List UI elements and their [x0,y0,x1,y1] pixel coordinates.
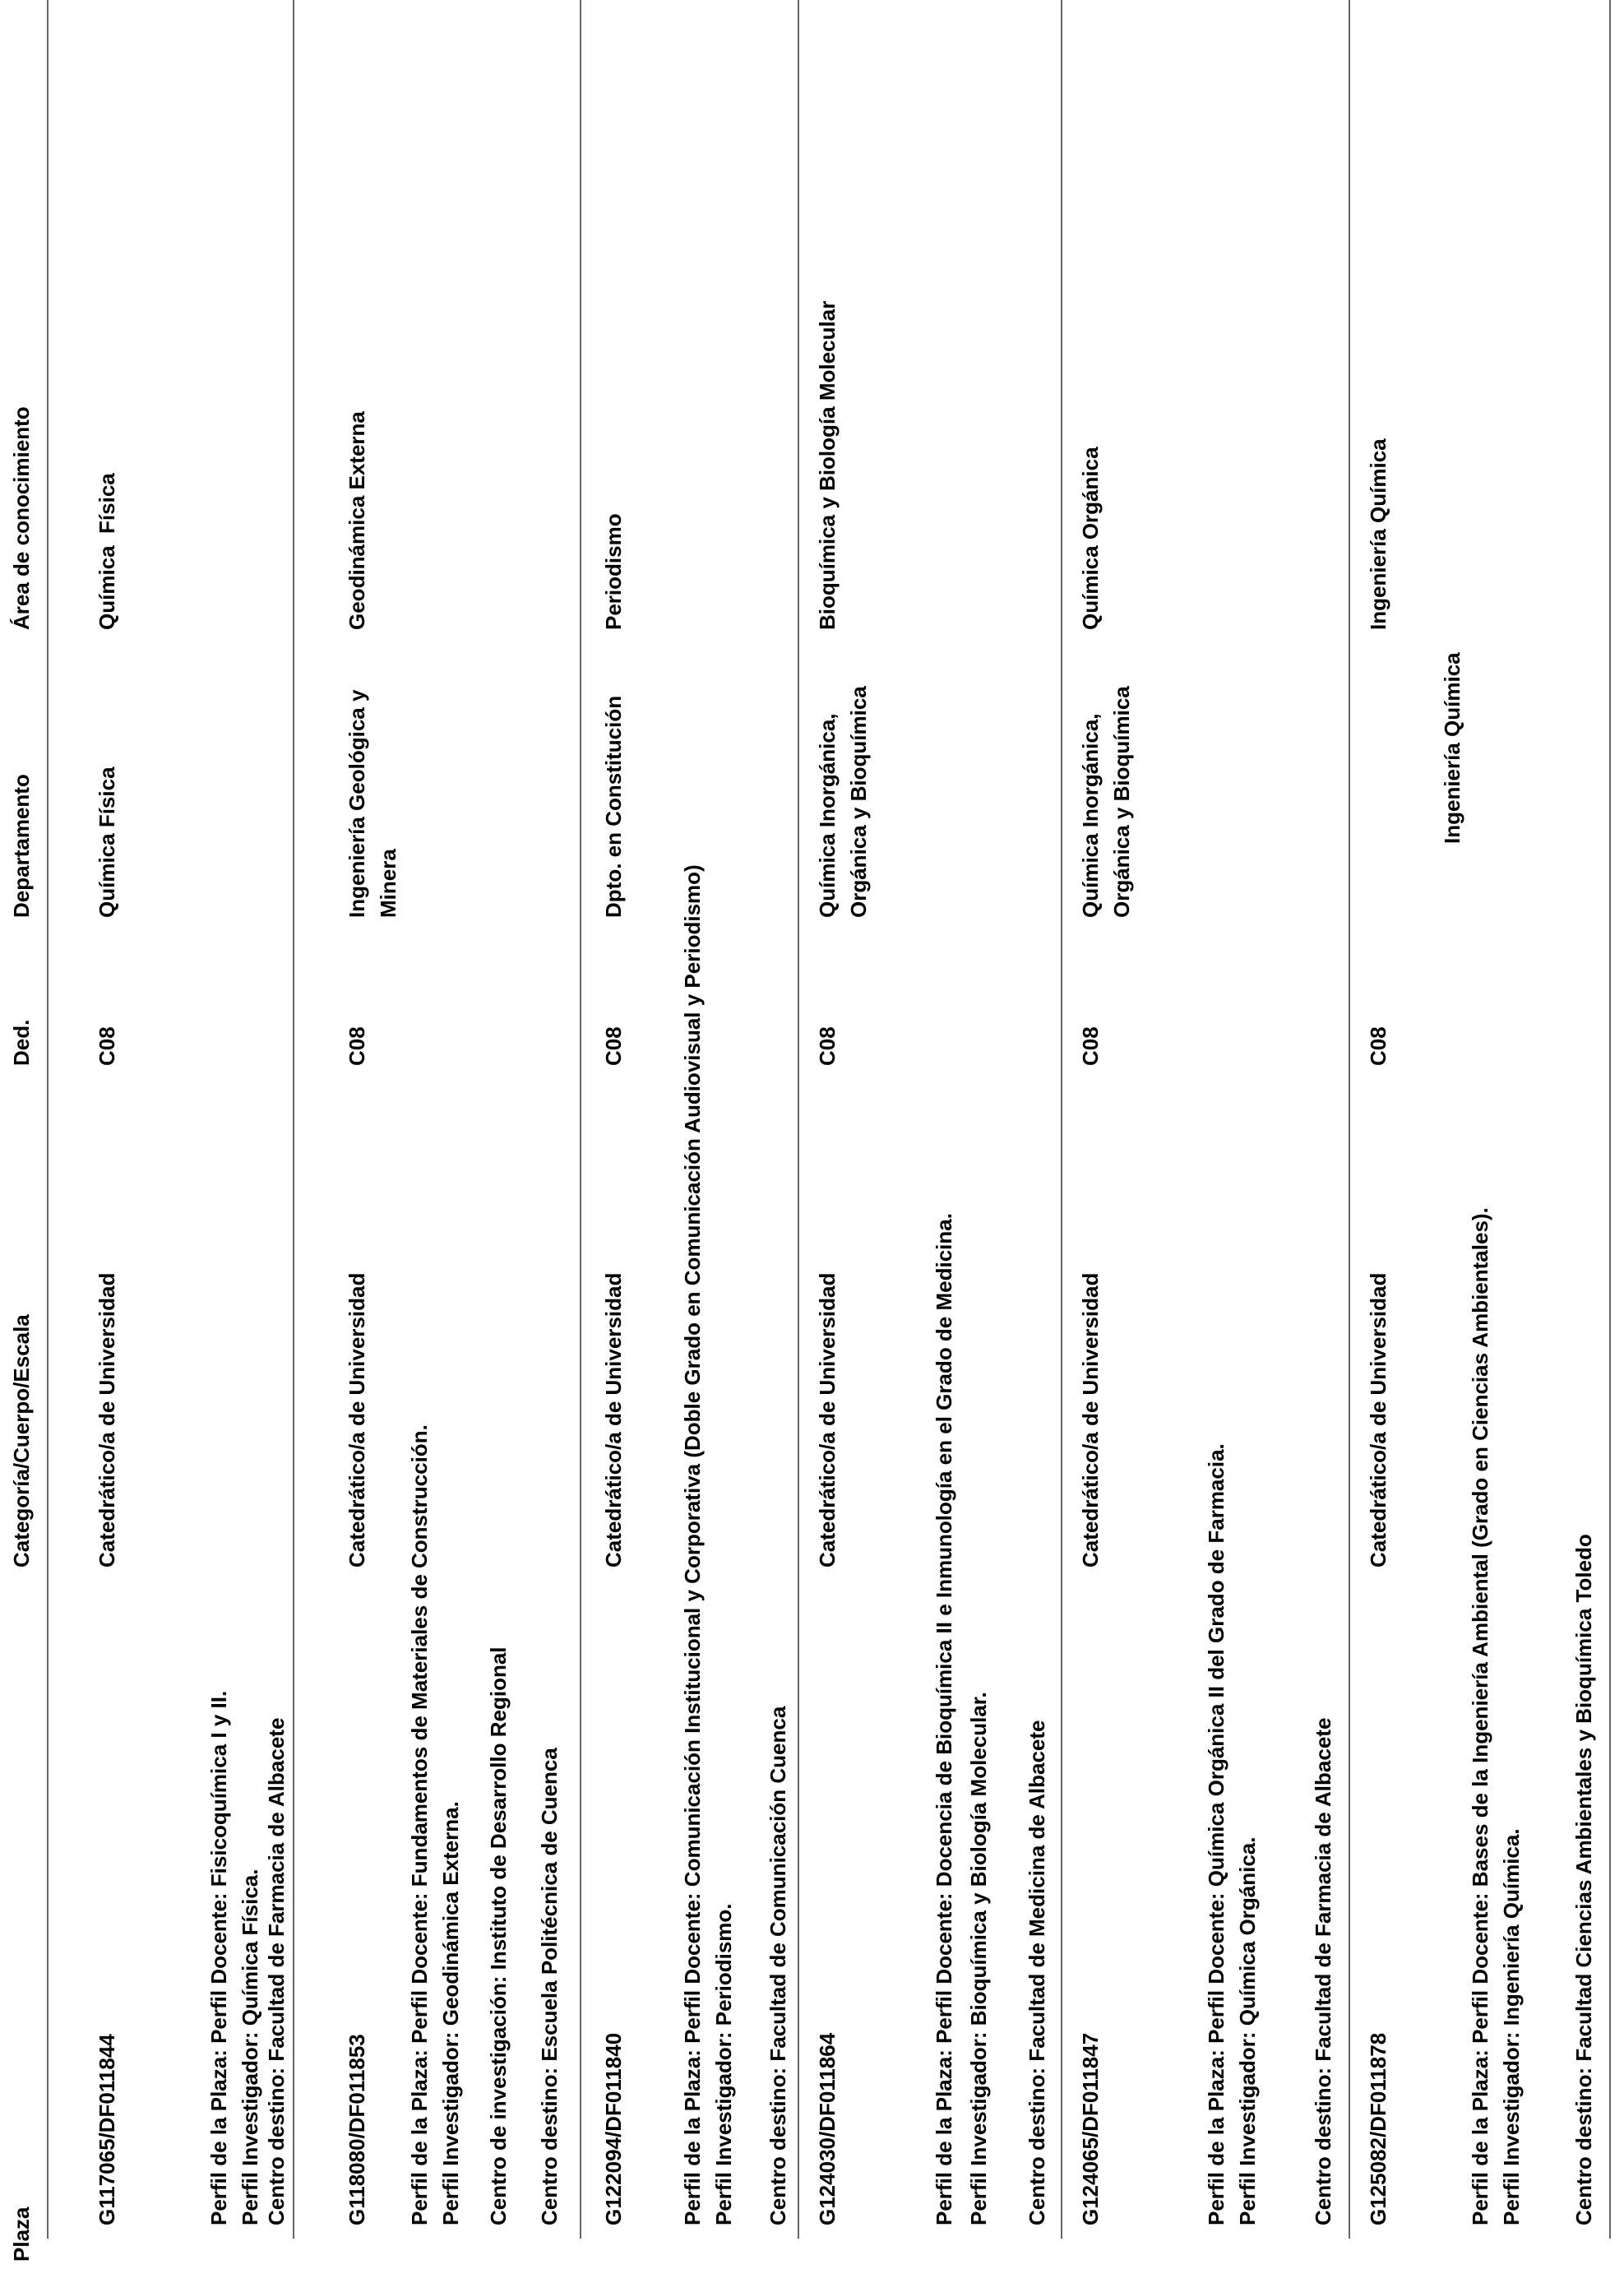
row-centro-destino: Centro destino: Escuela Politécnica de Cuenca [537,1748,562,2225]
row-ded: C08 [1366,1026,1390,1066]
table-bottom-line [1609,0,1611,2239]
col-header-ded: Ded. [9,1019,34,1066]
row-perfil-investigador: Perfil Investigador: Ingeniería Química. [1499,1828,1524,2225]
row-departamento-line1: Química Inorgánica, [815,713,840,918]
row-code: G118080/DF011853 [345,2034,369,2225]
row-area: Bioquímica y Biología Molecular [815,300,840,630]
row-departamento-line2: Minera [376,849,400,918]
row-perfil-investigador: Perfil Investigador: Geodinámica Externa. [438,1801,463,2225]
row-separator-line [798,0,799,2239]
row-perfil-docente: Perfil de la Plaza: Perfil Docente: Fisicoquímica I y II. [206,1690,231,2225]
row-departamento-line1: Química Inorgánica, [1078,713,1103,918]
row-perfil-investigador: Perfil Investigador: Química Orgánica. [1235,1836,1260,2225]
row-separator-line [1349,0,1350,2239]
col-header-plaza: Plaza [9,2207,34,2262]
col-header-area: Área de conocimiento [9,406,34,630]
row-ded: C08 [345,1026,369,1066]
row-categoria: Catedrático/a de Universidad [1366,1272,1390,1568]
row-area: Periodismo [601,513,626,630]
row-categoria: Catedrático/a de Universidad [601,1272,626,1568]
row-area: Geodinámica Externa [345,411,369,630]
row-code: G122094/DF011840 [601,2032,626,2225]
row-code: G117065/DF011844 [95,2034,119,2225]
row-code: G124065/DF011847 [1078,2032,1103,2225]
row-ded: C08 [1078,1026,1103,1066]
row-categoria: Catedrático/a de Universidad [95,1272,119,1568]
row-area: Química Física [95,473,119,630]
row-departamento-line1: Química Física [95,766,119,918]
col-header-departamento: Departamento [9,774,34,918]
row-perfil-investigador: Perfil Investigador: Bioquímica y Biología Molecular. [966,1692,991,2225]
row-ded: C08 [601,1026,626,1066]
row-categoria: Catedrático/a de Universidad [1078,1272,1103,1568]
row-departamento-line2: Orgánica y Bioquímica [1109,686,1134,918]
row-area: Química Orgánica [1078,447,1103,630]
header-underline [47,0,49,2239]
row-centro-destino: Centro destino: Facultad de Medicina de Albacete [1025,1720,1049,2225]
row-centro-investigacion: Centro de investigación: Instituto de Desarrollo Regional [486,1646,511,2225]
row-code: G125082/DF011878 [1366,2032,1390,2225]
col-header-categoria: Categoría/Cuerpo/Escala [9,1314,34,1568]
row-centro-destino: Centro destino: Facultad Ciencias Ambientales y Bioquímica Toledo [1571,1534,1596,2225]
row-perfil-docente: Perfil de la Plaza: Perfil Docente: Comunicación Institucional y Corporativa (Doble Grado en Comunicación Audiovisual y Periodismo) [680,864,705,2225]
row-departamento-line1: Ingeniería Química [1440,652,1464,844]
row-ded: C08 [95,1026,119,1066]
row-perfil-investigador: Perfil Investigador: Periodismo. [711,1903,736,2225]
row-categoria: Catedrático/a de Universidad [815,1272,840,1568]
row-area: Ingeniería Química [1366,438,1390,630]
row-code: G124030/DF011864 [815,2032,840,2225]
row-departamento-line2: Orgánica y Bioquímica [846,686,871,918]
row-centro-destino: Centro destino: Facultad de Farmacia de Albacete [264,1717,289,2225]
row-perfil-investigador: Perfil Investigador: Química Física. [238,1869,262,2225]
row-separator-line [580,0,581,2239]
row-centro-destino: Centro destino: Facultad de Farmacia de Albacete [1311,1717,1335,2225]
row-departamento-line1: Ingeniería Geológica y [345,689,369,918]
row-perfil-docente: Perfil de la Plaza: Perfil Docente: Docencia de Bioquímica II e Inmunología en el Grado de Medicina. [932,1213,956,2225]
row-perfil-docente: Perfil de la Plaza: Perfil Docente: Química Orgánica II del Grado de Farmacia. [1204,1443,1228,2225]
row-separator-line [293,0,294,2239]
row-perfil-docente: Perfil de la Plaza: Perfil Docente: Fundamentos de Materiales de Construcción. [407,1424,432,2225]
row-ded: C08 [815,1026,840,1066]
row-departamento-line1: Dpto. en Constitución [601,695,626,918]
row-separator-line [1061,0,1062,2239]
row-centro-destino: Centro destino: Facultad de Comunicación Cuenca [766,1706,790,2225]
row-categoria: Catedrático/a de Universidad [345,1272,369,1568]
row-perfil-docente: Perfil de la Plaza: Perfil Docente: Bases de la Ingeniería Ambiental (Grado en Ciencias Ambientales). [1468,1207,1492,2225]
